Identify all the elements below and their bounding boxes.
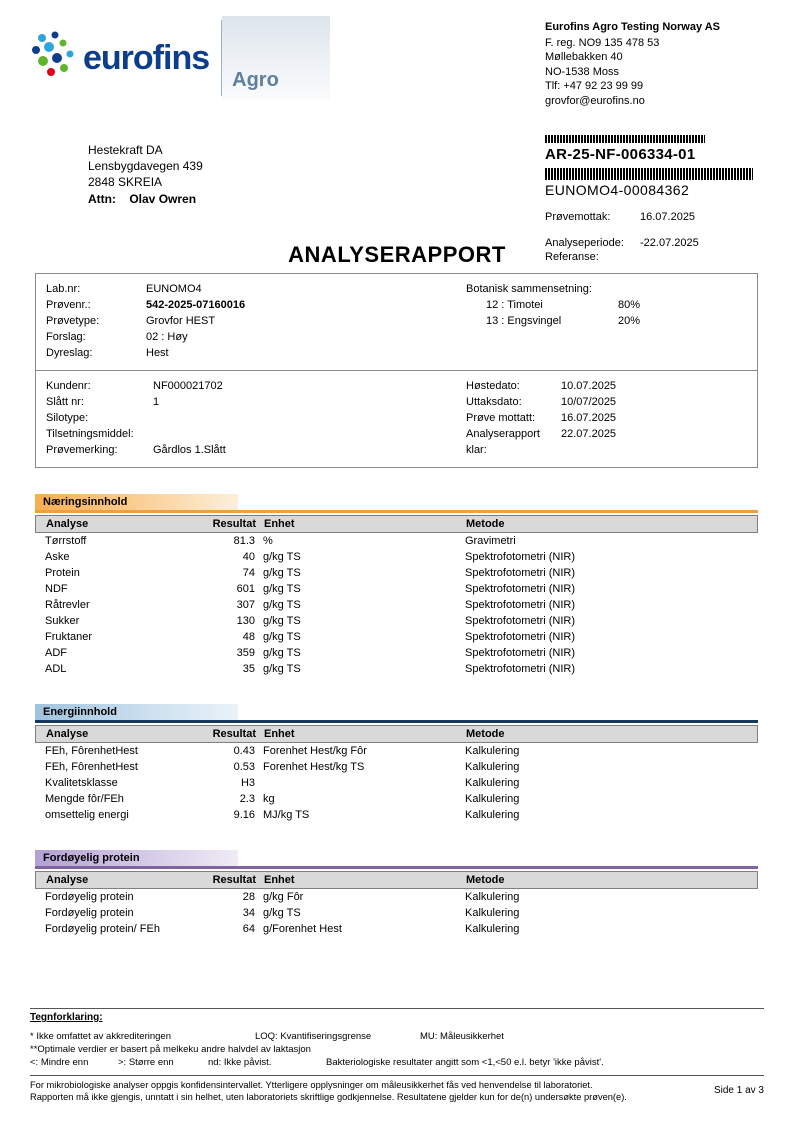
legend-line-3: [30, 1057, 764, 1070]
legend-bottom-divider: [30, 1075, 764, 1076]
table-row: [35, 791, 758, 807]
provetype-value: Grovfor HEST: [146, 315, 216, 327]
cell-resultat: H3: [240, 777, 255, 789]
cell-enhet: g/kg TS: [263, 647, 301, 659]
lab-email: grovfor@eurofins.no: [545, 94, 645, 107]
section-naeringsinnhold: [35, 494, 758, 677]
cell-resultat: 359: [236, 647, 255, 659]
cell-enhet: Forenhet Hest/kg TS: [263, 761, 365, 773]
lab-name: Eurofins Agro Testing Norway AS: [545, 21, 720, 33]
col-analyse: Analyse: [46, 874, 89, 886]
col-analyse: Analyse: [46, 728, 89, 740]
barcode-order-number: [545, 168, 753, 180]
provenr-value: 542-2025-07160016: [146, 299, 246, 311]
barcode-ar-number: [545, 135, 705, 143]
table-row: [35, 807, 758, 823]
section-title-energiinnhold: Energiinnhold: [35, 704, 238, 720]
lab-address-block: [545, 20, 775, 108]
cell-analyse: FEh, FôrenhetHest: [45, 761, 138, 773]
page-number: Side 1 av 3: [713, 1085, 764, 1096]
kundenr-label: Kundenr:: [46, 380, 91, 392]
referanse-label: Referanse:: [545, 251, 599, 263]
tilsetningsmiddel-label: Tilsetningsmiddel:: [46, 428, 134, 440]
legend-less-than: <: Mindre enn: [30, 1056, 89, 1068]
cell-analyse: ADF: [45, 647, 67, 659]
eurofins-logo: [30, 16, 330, 100]
labnr-label: Lab.nr:: [46, 283, 81, 295]
table-row: [35, 759, 758, 775]
attn-name: Olav Owren: [129, 192, 197, 206]
legend-mu: MU: Måleusikkerhet: [420, 1030, 504, 1042]
cell-analyse: Mengde fôr/FEh: [45, 793, 124, 805]
cell-enhet: g/kg TS: [263, 551, 301, 563]
analyseperiode-value: -22.07.2025: [640, 237, 699, 249]
cell-enhet: g/Forenhet Hest: [263, 923, 342, 935]
section-accent-line: [35, 866, 758, 869]
cell-enhet: g/kg TS: [263, 663, 301, 675]
cell-metode: Kalkulering: [465, 793, 520, 805]
cell-enhet: g/kg TS: [263, 583, 301, 595]
cell-enhet: g/kg Fôr: [263, 891, 304, 903]
page-title: ANALYSERAPPORT: [288, 242, 506, 267]
cell-resultat: 40: [242, 551, 255, 563]
legal-line-1: For mikrobiologiske analyser oppgis konfidensintervallet. Ytterligere opplysninger om måleusikkerhet fås ved henvendelse til laboratoriet.: [30, 1080, 593, 1090]
silotype-label: Silotype:: [46, 412, 89, 424]
prove-mottatt-label: Prøve mottatt:: [466, 412, 536, 424]
forslag-value: 02 : Høy: [146, 331, 188, 343]
dyreslag-label: Dyreslag:: [46, 347, 93, 359]
botanisk-heading: Botanisk sammensetning:: [466, 283, 592, 295]
table-row: [35, 775, 758, 791]
kundenr-value: NF000021702: [153, 380, 223, 392]
cell-analyse: Fruktaner: [45, 631, 93, 643]
table-header-row: [35, 725, 758, 743]
cell-metode: Kalkulering: [465, 777, 520, 789]
table-row: [35, 533, 758, 549]
col-enhet: Enhet: [264, 874, 295, 886]
section-accent-line: [35, 510, 758, 513]
cell-resultat: 9.16: [233, 809, 255, 821]
cell-metode: Spektrofotometri (NIR): [465, 647, 576, 659]
recipient-attn: [88, 191, 203, 207]
cell-analyse: Aske: [45, 551, 70, 563]
hostedato-label: Høstedato:: [466, 380, 520, 392]
col-metode: Metode: [466, 518, 505, 530]
section-fordoyelig-protein: [35, 850, 758, 937]
table-row: [35, 629, 758, 645]
rapport-klar-label: Analyserapport klar:: [466, 428, 540, 456]
cell-metode: Spektrofotometri (NIR): [465, 567, 576, 579]
col-metode: Metode: [466, 728, 505, 740]
slatt-value: 1: [153, 396, 160, 408]
cell-resultat: 307: [236, 599, 255, 611]
table-row: [35, 921, 758, 937]
legend-heading: Tegnforklaring:: [30, 1012, 103, 1023]
table-row: [35, 645, 758, 661]
cell-resultat: 130: [236, 615, 255, 627]
table-row: [35, 743, 758, 759]
lab-street: Møllebakken 40: [545, 51, 623, 63]
cell-enhet: g/kg TS: [263, 615, 301, 627]
cell-resultat: 28: [242, 891, 255, 903]
cell-metode: Kalkulering: [465, 761, 520, 773]
table-row: [35, 549, 758, 565]
botanisk-pct: 80%: [617, 299, 640, 311]
col-analyse: Analyse: [46, 518, 89, 530]
hostedato-value: 10.07.2025: [561, 380, 617, 392]
cell-metode: Spektrofotometri (NIR): [465, 599, 576, 611]
cell-analyse: Fordøyelig protein: [45, 907, 134, 919]
provemottak-row: [545, 211, 765, 224]
cell-analyse: Fordøyelig protein/ FEh: [45, 923, 160, 935]
cell-enhet: MJ/kg TS: [263, 809, 310, 821]
prove-mottatt-value: 16.07.2025: [561, 412, 617, 424]
section-energiinnhold: [35, 704, 758, 823]
section-title-fordoyelig-protein: Fordøyelig protein: [35, 850, 238, 866]
cell-metode: Kalkulering: [465, 745, 520, 757]
table-row: [35, 661, 758, 677]
legend-line-2: **Optimale verdier er basert på melkeku andre halvdel av laktasjon: [30, 1044, 311, 1055]
slatt-label: Slått nr:: [46, 396, 84, 408]
lab-reg: F. reg. NO9 135 478 53: [545, 36, 660, 49]
cell-analyse: Råtrevler: [45, 599, 90, 611]
labnr-value: EUNOMO4: [146, 283, 202, 295]
cell-analyse: Kvalitetsklasse: [45, 777, 118, 789]
botanisk-row: [466, 297, 640, 313]
botanisk-pct: 20%: [617, 315, 640, 327]
uttaksdato-label: Uttaksdato:: [466, 396, 522, 408]
analyseperiode-label: Analyseperiode:: [545, 237, 624, 249]
footer-legal: [30, 1079, 764, 1103]
legend-loq: LOQ: Kvantifiseringsgrense: [255, 1030, 372, 1042]
cell-enhet: kg: [263, 793, 275, 805]
cell-metode: Kalkulering: [465, 809, 520, 821]
legend-accreditation-note: * Ikke omfattet av akkrediteringen: [30, 1030, 171, 1042]
forslag-label: Forslag:: [46, 331, 86, 343]
cell-metode: Kalkulering: [465, 891, 520, 903]
cell-analyse: Protein: [45, 567, 80, 579]
col-resultat: Resultat: [212, 728, 256, 740]
lab-phone: Tlf: +47 92 23 99 99: [545, 80, 644, 92]
legend-bacteriological-note: Bakteriologiske resultater angitt som <1,<50 e.l. betyr 'ikke påvist'.: [326, 1056, 604, 1068]
sample-info-box: [35, 273, 758, 468]
cell-metode: Kalkulering: [465, 923, 520, 935]
order-number: EUNOMO4-00084362: [545, 182, 690, 198]
table-row: [35, 565, 758, 581]
cell-resultat: 0.53: [233, 761, 255, 773]
legend-line-1: [30, 1031, 764, 1044]
cell-analyse: Fordøyelig protein: [45, 891, 134, 903]
cell-resultat: 0.43: [233, 745, 255, 757]
cell-enhet: Forenhet Hest/kg Fôr: [263, 745, 367, 757]
cell-metode: Kalkulering: [465, 907, 520, 919]
table-header-row: [35, 871, 758, 889]
cell-resultat: 74: [242, 567, 255, 579]
recipient-city: 2848 SKREIA: [88, 175, 163, 189]
col-resultat: Resultat: [212, 518, 256, 530]
cell-enhet: %: [263, 535, 273, 547]
provemottak-value: 16.07.2025: [640, 211, 696, 223]
cell-analyse: ADL: [45, 663, 67, 675]
cell-metode: Spektrofotometri (NIR): [465, 615, 576, 627]
cell-resultat: 2.3: [239, 793, 255, 805]
cell-metode: Spektrofotometri (NIR): [465, 663, 576, 675]
cell-enhet: g/kg TS: [263, 567, 301, 579]
lab-city: NO-1538 Moss: [545, 65, 619, 78]
cell-metode: Spektrofotometri (NIR): [465, 631, 576, 643]
cell-analyse: Sukker: [45, 615, 80, 627]
col-enhet: Enhet: [264, 728, 295, 740]
legend-top-divider: [30, 1008, 764, 1009]
logo-division-agro: Agro: [232, 69, 279, 91]
provemerking-value: Gårdlos 1.Slått: [153, 444, 226, 456]
recipient-street: Lensbygdavegen 439: [88, 159, 203, 173]
cell-analyse: Tørrstoff: [45, 535, 87, 547]
cell-analyse: FEh, FôrenhetHest: [45, 745, 138, 757]
cell-metode: Spektrofotometri (NIR): [465, 551, 576, 563]
cell-resultat: 35: [242, 663, 255, 675]
provemerking-label: Prøvemerking:: [46, 444, 118, 456]
section-title-naeringsinnhold: Næringsinnhold: [35, 494, 238, 510]
cell-metode: Gravimetri: [465, 535, 516, 547]
cell-resultat: 64: [242, 923, 255, 935]
cell-resultat: 601: [236, 583, 255, 595]
recipient-name: Hestekraft DA: [88, 143, 163, 157]
cell-enhet: g/kg TS: [263, 599, 301, 611]
recipient-address-block: [88, 142, 203, 207]
uttaksdato-value: 10/07/2025: [561, 396, 617, 408]
provemottak-label: Prøvemottak:: [545, 211, 611, 223]
col-enhet: Enhet: [264, 518, 295, 530]
ar-number: AR-25-NF-006334-01: [545, 146, 696, 163]
cell-enhet: g/kg TS: [263, 631, 301, 643]
botanisk-row: [466, 313, 640, 329]
table-row: [35, 581, 758, 597]
col-metode: Metode: [466, 874, 505, 886]
footer-legend: [30, 1008, 764, 1103]
provetype-label: Prøvetype:: [46, 315, 100, 327]
table-row: [35, 597, 758, 613]
table-row: [35, 905, 758, 921]
table-header-row: [35, 515, 758, 533]
col-resultat: Resultat: [212, 874, 256, 886]
attn-label: Attn:: [88, 192, 116, 206]
legend-nd: nd: Ikke påvist.: [208, 1056, 272, 1068]
cell-resultat: 34: [242, 907, 255, 919]
dyreslag-value: Hest: [146, 347, 169, 359]
legal-line-2: Rapporten må ikke gjengis, unntatt i sin helhet, uten laboratoriets skriftlige godkjennelse. Resultatene gjelder kun for de(n) undersøkte prøven(e).: [30, 1092, 627, 1102]
eurofins-wordmark: eurofins: [83, 38, 210, 77]
cell-analyse: NDF: [45, 583, 68, 595]
cell-enhet: g/kg TS: [263, 907, 301, 919]
cell-analyse: omsettelig energi: [45, 809, 129, 821]
rapport-klar-value: 22.07.2025: [561, 428, 617, 440]
provenr-label: Prøvenr.:: [46, 299, 91, 311]
section-accent-line: [35, 720, 758, 723]
botanisk-name: 13 : Engsvingel: [486, 315, 562, 327]
table-row: [35, 889, 758, 905]
table-row: [35, 613, 758, 629]
cell-resultat: 48: [242, 631, 255, 643]
cell-resultat: 81.3: [233, 535, 255, 547]
cell-metode: Spektrofotometri (NIR): [465, 583, 576, 595]
eurofins-dots-icon: [30, 30, 76, 87]
legend-greater-than: >: Større enn: [118, 1056, 174, 1068]
botanisk-name: 12 : Timotei: [486, 299, 543, 311]
